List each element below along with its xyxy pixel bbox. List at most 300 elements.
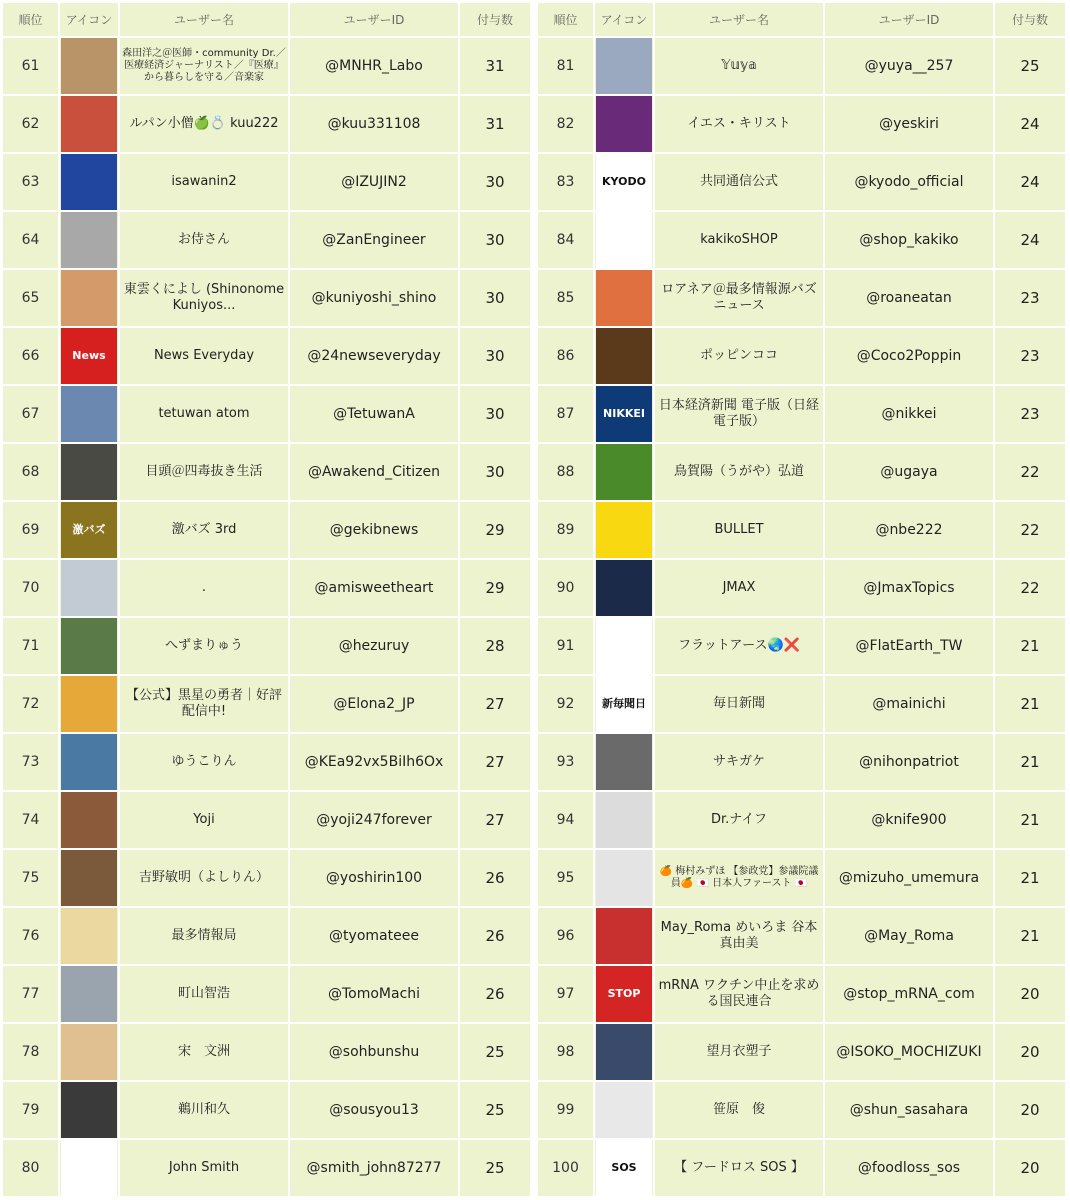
- rank-cell: 67: [3, 386, 58, 442]
- icon-cell: [595, 676, 653, 732]
- userid-link[interactable]: @gekibnews: [290, 502, 458, 558]
- table-row: [538, 966, 1065, 1022]
- username-cell: ロアネア＠最多情報源バズニュース: [655, 270, 823, 326]
- rank-cell: 88: [538, 444, 593, 500]
- table-row: [538, 96, 1065, 152]
- username-cell: mRNA ワクチン中止を求める国民連合: [655, 966, 823, 1022]
- count-cell: 23: [995, 328, 1065, 384]
- icon-cell: [595, 502, 653, 558]
- rank-cell: 65: [3, 270, 58, 326]
- header-username: ユーザー名: [120, 3, 288, 36]
- rank-cell: 81: [538, 38, 593, 94]
- table-row: [3, 386, 530, 442]
- username-cell: 森田洋之＠医師・community Dr.／医療経済ジャーナリスト／『医療』から暮らしを守る／音楽家: [120, 38, 288, 94]
- userid-link[interactable]: @tyomateee: [290, 908, 458, 964]
- count-cell: 23: [995, 386, 1065, 442]
- table-row: [3, 502, 530, 558]
- anime-girl-icon[interactable]: [61, 270, 117, 326]
- username-cell: 鳥賀陽（うがや）弘道: [655, 444, 823, 500]
- rank-cell: 70: [3, 560, 58, 616]
- table-row: [538, 386, 1065, 442]
- table-row: [538, 1024, 1065, 1080]
- count-cell: 31: [460, 38, 530, 94]
- rank-cell: 92: [538, 676, 593, 732]
- userid-link[interactable]: @shop_kakiko: [825, 212, 993, 268]
- count-cell: 27: [460, 676, 530, 732]
- rank-cell: 93: [538, 734, 593, 790]
- rank-cell: 73: [3, 734, 58, 790]
- icon-cell: [595, 1082, 653, 1138]
- count-cell: 20: [995, 1082, 1065, 1138]
- userid-link[interactable]: @knife900: [825, 792, 993, 848]
- icon-cell: [60, 328, 118, 384]
- header-rank: 順位: [3, 3, 58, 36]
- username-cell: 🍊 梅村みずほ 【参政党】参議院議員🍊 🇯🇵 日本人ファースト 🇯🇵: [655, 850, 823, 906]
- ranking-tables: [1, 1, 1069, 1198]
- icon-cell: [60, 734, 118, 790]
- username-cell: 笹原 俊: [655, 1082, 823, 1138]
- trump-badge-icon[interactable]: [61, 154, 117, 210]
- anime-boy-icon[interactable]: [61, 386, 117, 442]
- rank-cell: 75: [3, 850, 58, 906]
- userid-link[interactable]: @nihonpatriot: [825, 734, 993, 790]
- username-cell: ゆうこりん: [120, 734, 288, 790]
- rank-cell: 66: [3, 328, 58, 384]
- userid-link[interactable]: @nikkei: [825, 386, 993, 442]
- table-row: [538, 502, 1065, 558]
- rank-cell: 86: [538, 328, 593, 384]
- username-cell: ルパン小僧🍏💍 kuu222: [120, 96, 288, 152]
- userid-link[interactable]: @stop_mRNA_com: [825, 966, 993, 1022]
- table-row: [3, 618, 530, 674]
- icon-cell: [595, 850, 653, 906]
- count-cell: 21: [995, 850, 1065, 906]
- username-cell: tetuwan atom: [120, 386, 288, 442]
- rank-cell: 71: [3, 618, 58, 674]
- table-row: [3, 270, 530, 326]
- count-cell: 26: [460, 850, 530, 906]
- userid-link[interactable]: @TetuwanA: [290, 386, 458, 442]
- rank-cell: 76: [3, 908, 58, 964]
- table-row: [3, 96, 530, 152]
- userid-link[interactable]: @shun_sasahara: [825, 1082, 993, 1138]
- username-cell: フラットアース🌏❌: [655, 618, 823, 674]
- userid-link[interactable]: @Coco2Poppin: [825, 328, 993, 384]
- table-row: [538, 1140, 1065, 1196]
- username-cell: 最多情報局: [120, 908, 288, 964]
- username-cell: 激バズ 3rd: [120, 502, 288, 558]
- userid-link[interactable]: @kyodo_official: [825, 154, 993, 210]
- username-cell: イエス・キリスト: [655, 96, 823, 152]
- icon-cell: [60, 676, 118, 732]
- avatar-label: KYODO: [602, 175, 646, 188]
- icon-cell: [60, 1082, 118, 1138]
- count-cell: 25: [460, 1024, 530, 1080]
- username-cell: BULLET: [655, 502, 823, 558]
- header-icon: アイコン: [60, 3, 118, 36]
- count-cell: 26: [460, 908, 530, 964]
- count-cell: 27: [460, 792, 530, 848]
- rank-cell: 82: [538, 96, 593, 152]
- table-row: [538, 908, 1065, 964]
- rank-cell: 72: [3, 676, 58, 732]
- icon-cell: [60, 792, 118, 848]
- userid-link[interactable]: @Awakend_Citizen: [290, 444, 458, 500]
- count-cell: 21: [995, 908, 1065, 964]
- table-row: [538, 154, 1065, 210]
- username-cell: サキガケ: [655, 734, 823, 790]
- icon-cell: [595, 792, 653, 848]
- count-cell: 30: [460, 386, 530, 442]
- userid-link[interactable]: @mainichi: [825, 676, 993, 732]
- icon-cell: [60, 502, 118, 558]
- icon-cell: [60, 966, 118, 1022]
- table-row: [538, 560, 1065, 616]
- count-cell: 25: [460, 1140, 530, 1196]
- rank-cell: 98: [538, 1024, 593, 1080]
- icon-cell: [60, 96, 118, 152]
- count-cell: 29: [460, 560, 530, 616]
- userid-link[interactable]: @24newseveryday: [290, 328, 458, 384]
- default-avatar-icon[interactable]: [61, 560, 117, 616]
- cartoon-character-icon[interactable]: [61, 96, 117, 152]
- header-icon: アイコン: [595, 3, 653, 36]
- username-cell: News Everyday: [120, 328, 288, 384]
- userid-link[interactable]: @kuu331108: [290, 96, 458, 152]
- userid-link[interactable]: @yuya__257: [825, 38, 993, 94]
- username-cell: May_Roma めいろま 谷本真由美: [655, 908, 823, 964]
- table-row: [538, 1082, 1065, 1138]
- caricature-icon[interactable]: [596, 1082, 652, 1138]
- username-cell: .: [120, 560, 288, 616]
- userid-link[interactable]: @ZanEngineer: [290, 212, 458, 268]
- person-with-hat-icon[interactable]: [596, 734, 652, 790]
- userid-link[interactable]: @yoshirin100: [290, 850, 458, 906]
- rank-cell: 100: [538, 1140, 593, 1196]
- icon-cell: [60, 444, 118, 500]
- userid-link[interactable]: @TomoMachi: [290, 966, 458, 1022]
- anime-character-icon[interactable]: [596, 270, 652, 326]
- group-photo-icon[interactable]: [61, 1082, 117, 1138]
- dog-photo-icon[interactable]: [596, 328, 652, 384]
- username-cell: へずまりゅう: [120, 618, 288, 674]
- userid-link[interactable]: @sohbunshu: [290, 1024, 458, 1080]
- userid-link[interactable]: @hezuruy: [290, 618, 458, 674]
- username-cell: 目頭＠四毒抜き生活: [120, 444, 288, 500]
- icon-cell: [595, 328, 653, 384]
- header-userid: ユーザーID: [825, 3, 993, 36]
- table-row: [3, 908, 530, 964]
- count-cell: 21: [995, 618, 1065, 674]
- icon-cell: [60, 560, 118, 616]
- count-cell: 24: [995, 212, 1065, 268]
- icon-cell: [595, 212, 653, 268]
- count-cell: 30: [460, 328, 530, 384]
- icon-cell: [60, 386, 118, 442]
- table-row: [538, 444, 1065, 500]
- rank-cell: 87: [538, 386, 593, 442]
- count-cell: 30: [460, 154, 530, 210]
- userid-link[interactable]: @nbe222: [825, 502, 993, 558]
- avatar-label: News: [72, 349, 106, 362]
- icon-cell: [595, 966, 653, 1022]
- count-cell: 21: [995, 676, 1065, 732]
- rank-cell: 85: [538, 270, 593, 326]
- owl-cartoon-icon[interactable]: [596, 212, 652, 268]
- game-character-icon[interactable]: [61, 676, 117, 732]
- count-cell: 22: [995, 560, 1065, 616]
- table-row: [538, 618, 1065, 674]
- mainichi-logo-icon[interactable]: [596, 676, 652, 732]
- icon-cell: [60, 1024, 118, 1080]
- userid-link[interactable]: @May_Roma: [825, 908, 993, 964]
- username-cell: isawanin2: [120, 154, 288, 210]
- count-cell: 29: [460, 502, 530, 558]
- username-cell: 鵜川和久: [120, 1082, 288, 1138]
- header-userid: ユーザーID: [290, 3, 458, 36]
- rank-cell: 61: [3, 38, 58, 94]
- ranking-rows-left: [3, 38, 530, 1196]
- avatar-label: 激バズ: [72, 523, 106, 536]
- count-cell: 31: [460, 96, 530, 152]
- userid-link[interactable]: @FlatEarth_TW: [825, 618, 993, 674]
- avatar-label: NIKKEI: [603, 407, 645, 420]
- table-row: [3, 1024, 530, 1080]
- username-cell: ポッピンココ: [655, 328, 823, 384]
- laughing-emoji-icon[interactable]: [596, 618, 652, 674]
- userid-link[interactable]: @IZUJIN2: [290, 154, 458, 210]
- count-cell: 26: [460, 966, 530, 1022]
- icon-cell: [60, 1140, 118, 1196]
- thinker-statue-icon[interactable]: [61, 444, 117, 500]
- userid-link[interactable]: @KEa92vx5BiIh6Ox: [290, 734, 458, 790]
- count-cell: 20: [995, 966, 1065, 1022]
- username-cell: 毎日新聞: [655, 676, 823, 732]
- avatar-label: SOS: [611, 1161, 637, 1174]
- lion-mane-icon[interactable]: [61, 212, 117, 268]
- header-username: ユーザー名: [655, 3, 823, 36]
- rank-cell: 95: [538, 850, 593, 906]
- username-cell: 町山智浩: [120, 966, 288, 1022]
- person-photo-icon[interactable]: [61, 38, 117, 94]
- username-cell: kakikoSHOP: [655, 212, 823, 268]
- header-count: 付与数: [460, 3, 530, 36]
- stop-sign-icon[interactable]: [596, 966, 652, 1022]
- icon-cell: [595, 560, 653, 616]
- rank-cell: 62: [3, 96, 58, 152]
- table-row: [3, 444, 530, 500]
- rank-cell: 89: [538, 502, 593, 558]
- userid-link[interactable]: @foodloss_sos: [825, 1140, 993, 1196]
- frog-puppet-icon[interactable]: [596, 444, 652, 500]
- count-cell: 24: [995, 154, 1065, 210]
- baby-photo-icon[interactable]: [596, 908, 652, 964]
- count-cell: 25: [995, 38, 1065, 94]
- avatar-label: 新毎聞日: [602, 697, 646, 710]
- count-cell: 22: [995, 444, 1065, 500]
- username-cell: 共同通信公式: [655, 154, 823, 210]
- nikkei-logo-icon[interactable]: [596, 386, 652, 442]
- rank-cell: 78: [3, 1024, 58, 1080]
- count-cell: 25: [460, 1082, 530, 1138]
- icon-cell: [595, 96, 653, 152]
- space-scene-icon[interactable]: [596, 560, 652, 616]
- icon-cell: [595, 908, 653, 964]
- userid-link[interactable]: @mizuho_umemura: [825, 850, 993, 906]
- count-cell: 30: [460, 212, 530, 268]
- count-cell: 22: [995, 502, 1065, 558]
- count-cell: 21: [995, 734, 1065, 790]
- count-cell: 30: [460, 270, 530, 326]
- icon-cell: [595, 38, 653, 94]
- userid-link[interactable]: @ISOKO_MOCHIZUKI: [825, 1024, 993, 1080]
- ranking-table-right: [536, 1, 1067, 1198]
- userid-link[interactable]: @yoji247forever: [290, 792, 458, 848]
- username-cell: 望月衣塑子: [655, 1024, 823, 1080]
- table-row: [3, 560, 530, 616]
- landscape-photo-icon[interactable]: [61, 734, 117, 790]
- table-row: [538, 270, 1065, 326]
- anime-girl-icon[interactable]: [61, 908, 117, 964]
- table-row: [3, 792, 530, 848]
- username-cell: 【 フードロス SOS 】: [655, 1140, 823, 1196]
- table-row: [538, 328, 1065, 384]
- count-cell: 23: [995, 270, 1065, 326]
- icon-cell: [60, 270, 118, 326]
- userid-link[interactable]: @amisweetheart: [290, 560, 458, 616]
- userid-link[interactable]: @kuniyoshi_shino: [290, 270, 458, 326]
- icon-cell: [595, 1024, 653, 1080]
- kyodo-logo-icon[interactable]: [596, 154, 652, 210]
- anime-boy-icon[interactable]: [596, 792, 652, 848]
- count-cell: 20: [995, 1140, 1065, 1196]
- rank-cell: 79: [3, 1082, 58, 1138]
- rank-cell: 91: [538, 618, 593, 674]
- person-photo-icon[interactable]: [61, 792, 117, 848]
- icon-cell: [595, 1140, 653, 1196]
- rank-cell: 96: [538, 908, 593, 964]
- username-cell: 吉野敏明（よしりん）: [120, 850, 288, 906]
- person-with-dog-icon[interactable]: [61, 850, 117, 906]
- count-cell: 24: [995, 96, 1065, 152]
- table-row: [3, 734, 530, 790]
- userid-link[interactable]: @roaneatan: [825, 270, 993, 326]
- table-row: [538, 676, 1065, 732]
- count-cell: 28: [460, 618, 530, 674]
- icon-cell: [60, 618, 118, 674]
- userid-link[interactable]: @yeskiri: [825, 96, 993, 152]
- rank-cell: 77: [3, 966, 58, 1022]
- table-row: [3, 38, 530, 94]
- username-cell: 東雲くによし (Shinonome Kuniyos...: [120, 270, 288, 326]
- person-photo-icon[interactable]: [61, 618, 117, 674]
- count-cell: 30: [460, 444, 530, 500]
- table-row: [538, 212, 1065, 268]
- rank-cell: 74: [3, 792, 58, 848]
- rank-cell: 64: [3, 212, 58, 268]
- icon-cell: [595, 734, 653, 790]
- rank-cell: 68: [3, 444, 58, 500]
- table-row: [3, 154, 530, 210]
- username-cell: 日本経済新聞 電子版（日経電子版）: [655, 386, 823, 442]
- caricature-icon[interactable]: [61, 1024, 117, 1080]
- count-cell: 27: [460, 734, 530, 790]
- icon-cell: [60, 212, 118, 268]
- table-row: [3, 1082, 530, 1138]
- smiley-face-icon[interactable]: [596, 502, 652, 558]
- anime-character-icon[interactable]: [596, 38, 652, 94]
- table-row: [3, 1140, 530, 1196]
- news-everyday-logo-icon[interactable]: [61, 328, 117, 384]
- header-row: [538, 3, 1065, 36]
- icon-cell: [60, 850, 118, 906]
- sos-sign-icon[interactable]: [596, 1140, 652, 1196]
- header-rank: 順位: [538, 3, 593, 36]
- table-row: [538, 38, 1065, 94]
- table-row: [538, 792, 1065, 848]
- icon-cell: [60, 908, 118, 964]
- icon-cell: [595, 154, 653, 210]
- table-row: [3, 850, 530, 906]
- icon-cell: [595, 444, 653, 500]
- icon-cell: [60, 38, 118, 94]
- ranking-rows-right: [538, 38, 1065, 1196]
- rank-cell: 63: [3, 154, 58, 210]
- username-cell: Yoji: [120, 792, 288, 848]
- count-cell: 21: [995, 792, 1065, 848]
- username-cell: 【公式】黒星の勇者｜好評配信中!: [120, 676, 288, 732]
- person-with-hat-icon[interactable]: [61, 966, 117, 1022]
- table-row: [3, 328, 530, 384]
- rank-cell: 84: [538, 212, 593, 268]
- table-row: [3, 676, 530, 732]
- icon-cell: [595, 386, 653, 442]
- rank-cell: 99: [538, 1082, 593, 1138]
- username-cell: 宋 文洲: [120, 1024, 288, 1080]
- header-row: [3, 3, 530, 36]
- header-count: 付与数: [995, 3, 1065, 36]
- table-row: [538, 734, 1065, 790]
- userid-link[interactable]: @JmaxTopics: [825, 560, 993, 616]
- rank-cell: 94: [538, 792, 593, 848]
- rank-cell: 97: [538, 966, 593, 1022]
- icon-cell: [60, 154, 118, 210]
- rank-cell: 69: [3, 502, 58, 558]
- userid-link[interactable]: @smith_john87277: [290, 1140, 458, 1196]
- userid-link[interactable]: @ugaya: [825, 444, 993, 500]
- userid-link[interactable]: @Elona2_JP: [290, 676, 458, 732]
- username-cell: 𝕐𝕦𝕪𝕒: [655, 38, 823, 94]
- japan-map-flag-icon[interactable]: [61, 1140, 117, 1196]
- rank-cell: 90: [538, 560, 593, 616]
- avatar-label: STOP: [607, 987, 641, 1000]
- userid-link[interactable]: @MNHR_Labo: [290, 38, 458, 94]
- table-row: [3, 966, 530, 1022]
- rank-cell: 83: [538, 154, 593, 210]
- person-photo-icon[interactable]: [596, 1024, 652, 1080]
- count-cell: 20: [995, 1024, 1065, 1080]
- username-cell: John Smith: [120, 1140, 288, 1196]
- username-cell: JMAX: [655, 560, 823, 616]
- rank-cell: 80: [3, 1140, 58, 1196]
- icon-cell: [595, 618, 653, 674]
- gekibuzz-logo-icon[interactable]: [61, 502, 117, 558]
- username-cell: お侍さん: [120, 212, 288, 268]
- table-row: [538, 850, 1065, 906]
- person-photo-icon[interactable]: [596, 850, 652, 906]
- userid-link[interactable]: @sousyou13: [290, 1082, 458, 1138]
- jesus-portrait-icon[interactable]: [596, 96, 652, 152]
